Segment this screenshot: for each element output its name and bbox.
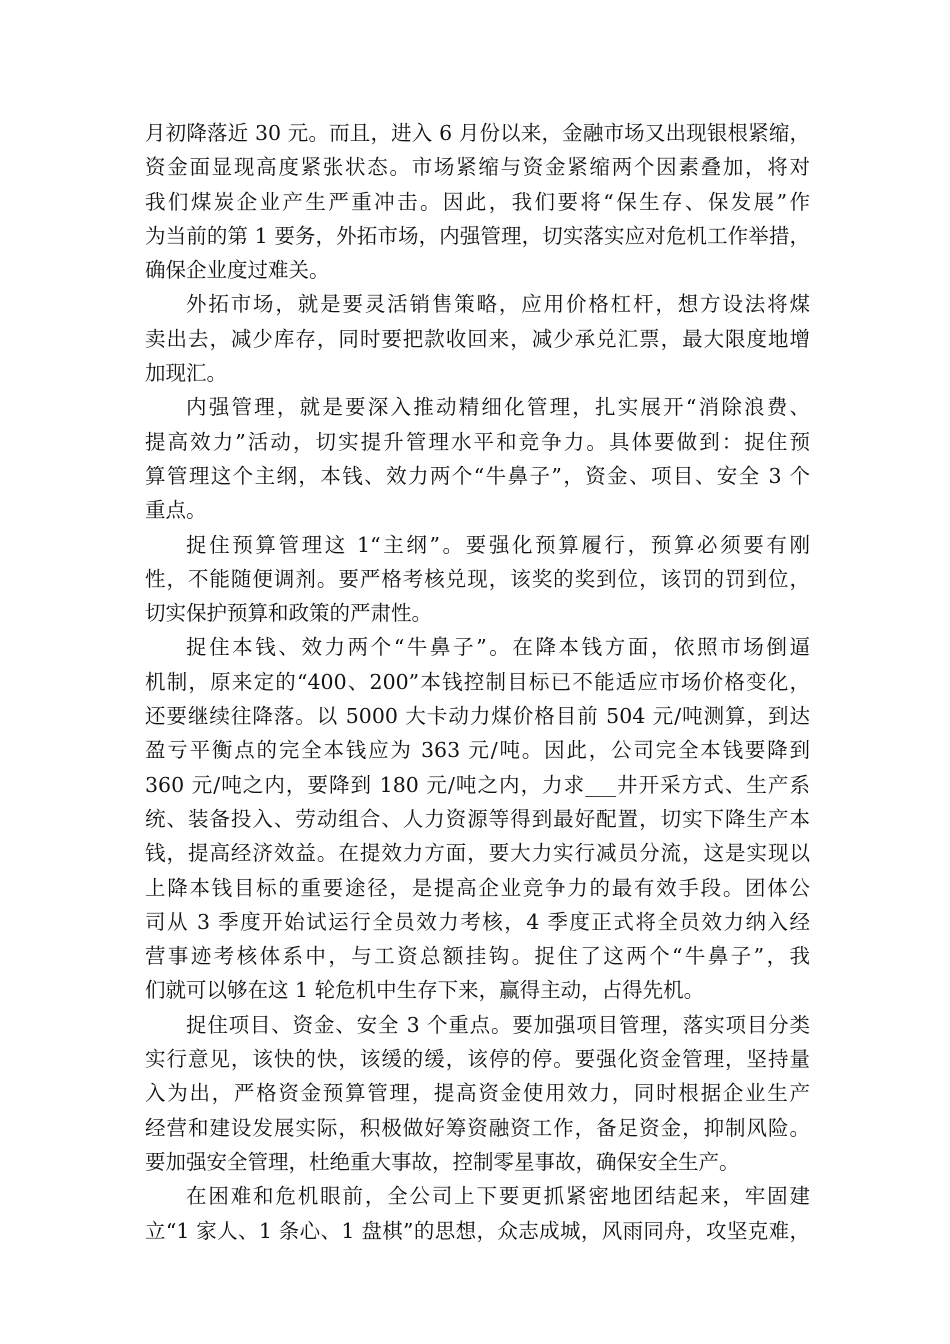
text-line: 算管理这个主纲，本钱、效力两个“牛鼻子”，资金、项目、安全 3 个 xyxy=(145,463,810,488)
paragraph xyxy=(145,1179,810,1248)
text-line: 们就可以够在这 1 轮危机中生存下来，赢得主动，占得先机。 xyxy=(145,978,705,1003)
text-line: 要加强安全管理，杜绝重大事故，控制零星事故，确保安全生产。 xyxy=(145,1149,740,1174)
text-line: 卖出去，减少库存，同时要把款收回来，减少承兑汇票，最大限度地增 xyxy=(145,326,810,351)
text-line: 提高效力”活动，切实提升管理水平和竞争力。具体要做到：捉住预 xyxy=(145,429,810,454)
text-line: 还要继续往降落。以 5000 大卡动力煤价格目前 504 元/吨测算，到达 xyxy=(145,704,810,729)
text-line: 营事迹考核体系中，与工资总额挂钩。捉住了这两个“牛鼻子”，我 xyxy=(145,944,810,969)
text-line: 经营和建设发展实际，积极做好筹资融资工作，备足资金，抑制风险。 xyxy=(145,1115,810,1140)
text-line: 我们煤炭企业产生严重冲击。因此，我们要将“保生存、保发展”作 xyxy=(145,189,810,214)
text-line: 外拓市场，就是要灵活销售策略，应用价格杠杆，想方设法将煤 xyxy=(186,292,810,317)
text-line: 为当前的第 1 要务，外拓市场，内强管理，切实落实应对危机工作举措， xyxy=(145,223,810,248)
text-line: 内强管理，就是要深入推动精细化管理，扎实展开“消除浪费、 xyxy=(186,395,810,420)
text-line: 捉住预算管理这 1“主纲”。要强化预算履行，预算必须要有刚 xyxy=(186,532,810,557)
text-line: 资金面显现高度紧张状态。市场紧缩与资金紧缩两个因素叠加，将对 xyxy=(145,155,810,180)
paragraph xyxy=(145,630,810,1007)
text-line: 捉住本钱、效力两个“牛鼻子”。在降本钱方面，依照市场倒逼 xyxy=(186,635,810,660)
text-line: 入为出，严格资金预算管理，提高资金使用效力，同时根据企业生产 xyxy=(145,1081,810,1106)
document-body xyxy=(145,116,810,1248)
paragraph xyxy=(145,116,810,287)
text-line: 确保企业度过难关。 xyxy=(145,258,330,283)
text-line: 实行意见，该快的快，该缓的缓，该停的停。要强化资金管理，坚持量 xyxy=(145,1047,810,1072)
paragraph xyxy=(145,528,810,631)
text-line: 立“1 家人、1 条心、1 盘棋”的思想，众志成城，风雨同舟，攻坚克难， xyxy=(145,1218,810,1243)
text-line: 上降本钱目标的重要途径，是提高企业竞争力的最有效手段。团体公 xyxy=(145,875,810,900)
text-line: 性，不能随便调剂。要严格考核兑现，该奖的奖到位，该罚的罚到位， xyxy=(145,566,810,591)
text-line: 切实保护预算和政策的严肃性。 xyxy=(145,601,432,626)
paragraph xyxy=(145,390,810,527)
text-line: 钱，提高经济效益。在提效力方面，要大力实行减员分流，这是实现以 xyxy=(145,841,810,866)
paragraph xyxy=(145,1008,810,1179)
text-line: 盈亏平衡点的完全本钱应为 363 元/吨。因此，公司完全本钱要降到 xyxy=(145,738,810,763)
text-line: 加现汇。 xyxy=(145,361,227,386)
text-line: 360 元/吨之内，要降到 180 元/吨之内，力求___井开采方式、生产系 xyxy=(145,772,810,797)
text-line: 月初降落近 30 元。而且，进入 6 月份以来，金融市场又出现银根紧缩， xyxy=(145,121,810,145)
text-line: 司从 3 季度开始试运行全员效力考核，4 季度正式将全员效力纳入经 xyxy=(145,909,810,934)
paragraph xyxy=(145,287,810,390)
text-line: 重点。 xyxy=(145,498,207,523)
text-line: 统、装备投入、劳动组合、人力资源等得到最好配置，切实下降生产本 xyxy=(145,806,810,831)
text-line: 在困难和危机眼前，全公司上下要更抓紧密地团结起来，牢固建 xyxy=(186,1184,810,1209)
text-line: 捉住项目、资金、安全 3 个重点。要加强项目管理，落实项目分类 xyxy=(186,1012,810,1037)
text-line: 机制，原来定的“400、200”本钱控制目标已不能适应市场价格变化， xyxy=(145,669,810,694)
